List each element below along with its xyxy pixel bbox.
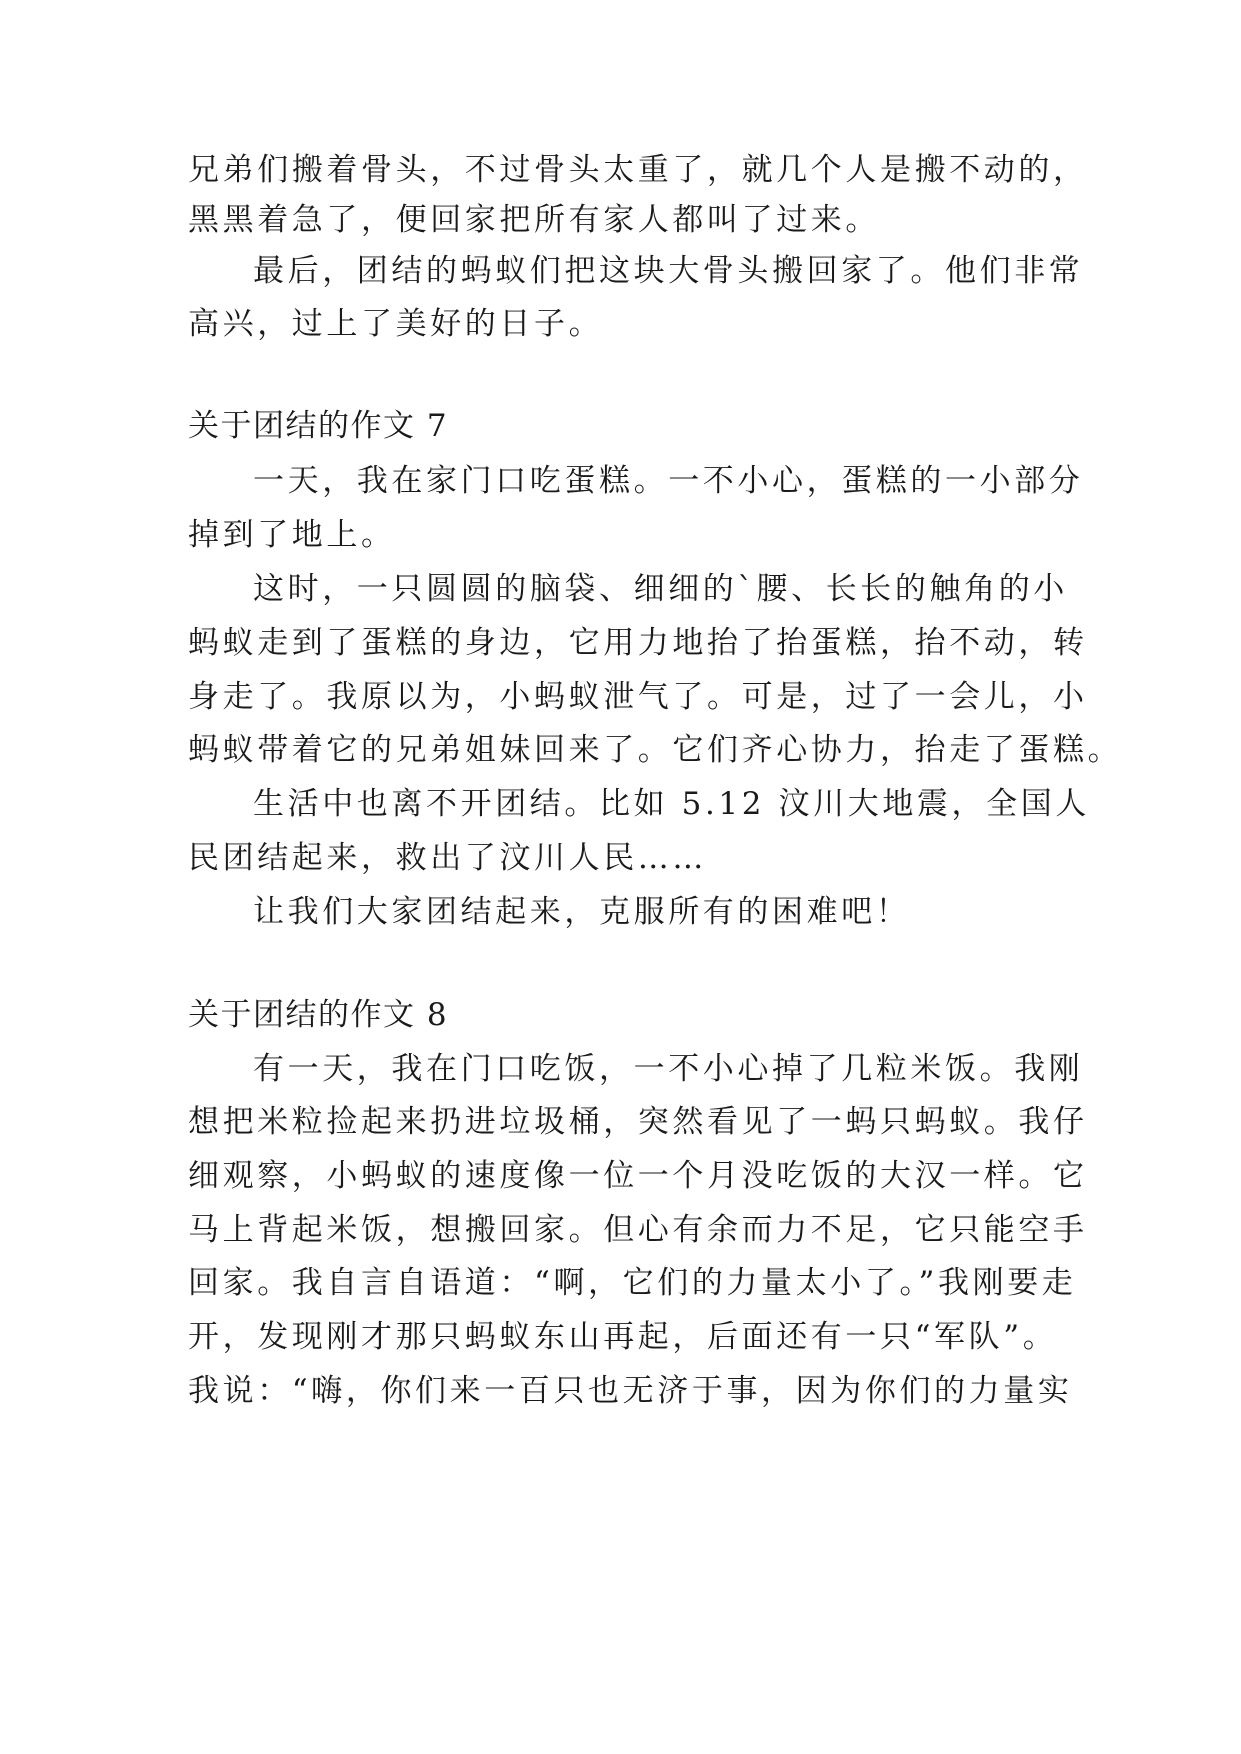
text-line: 这时，一只圆圆的脑袋、细细的`腰、长长的触角的小 (253, 571, 1068, 607)
text-line: 黑黑着急了，便回家把所有家人都叫了过来。 (188, 202, 880, 238)
text-line: 我说：“嗨，你们来一百只也无济于事，因为你们的力量实 (188, 1373, 1073, 1409)
text-line: 回家。我自言自语道：“啊，它们的力量太小了。”我刚要走 (188, 1265, 1077, 1301)
text-line: 高兴，过上了美好的日子。 (188, 306, 604, 342)
text-line: 民团结起来，救出了汶川人民…… (188, 840, 707, 876)
text-line: 生活中也离不开团结。比如 5.12 汶川大地震，全国人 (253, 786, 1090, 822)
text-line: 有一天，我在门口吃饭，一不小心掉了几粒米饭。我刚 (253, 1051, 1084, 1087)
text-line: 最后，团结的蚂蚁们把这块大骨头搬回家了。他们非常 (253, 253, 1084, 289)
section-7-title: 关于团结的作文 7 (188, 408, 449, 444)
text-line: 蚂蚁走到了蛋糕的身边，它用力地抬了抬蛋糕，抬不动，转 (188, 625, 1088, 661)
text-line: 一天，我在家门口吃蛋糕。一不小心，蛋糕的一小部分 (253, 463, 1084, 499)
text-line: 掉到了地上。 (188, 517, 396, 553)
text-line: 开，发现刚才那只蚂蚁东山再起，后面还有一只“军队”。 (188, 1319, 1058, 1355)
text-line: 想把米粒捡起来扔进垃圾桶，突然看见了一蚂只蚂蚁。我仔 (188, 1104, 1088, 1140)
text-line: 细观察，小蚂蚁的速度像一位一个月没吃饭的大汉一样。它 (188, 1158, 1088, 1194)
text-line: 让我们大家团结起来，克服所有的困难吧！ (253, 894, 911, 930)
text-line: 身走了。我原以为，小蚂蚁泄气了。可是，过了一会儿，小 (188, 679, 1088, 715)
text-line: 兄弟们搬着骨头，不过骨头太重了，就几个人是搬不动的， (188, 152, 1088, 188)
section-8-title: 关于团结的作文 8 (188, 997, 449, 1033)
text-line: 马上背起米饭，想搬回家。但心有余而力不足，它只能空手 (188, 1212, 1088, 1248)
text-line: 蚂蚁带着它的兄弟姐妹回来了。它们齐心协力，抬走了蛋糕。 (188, 732, 1123, 768)
